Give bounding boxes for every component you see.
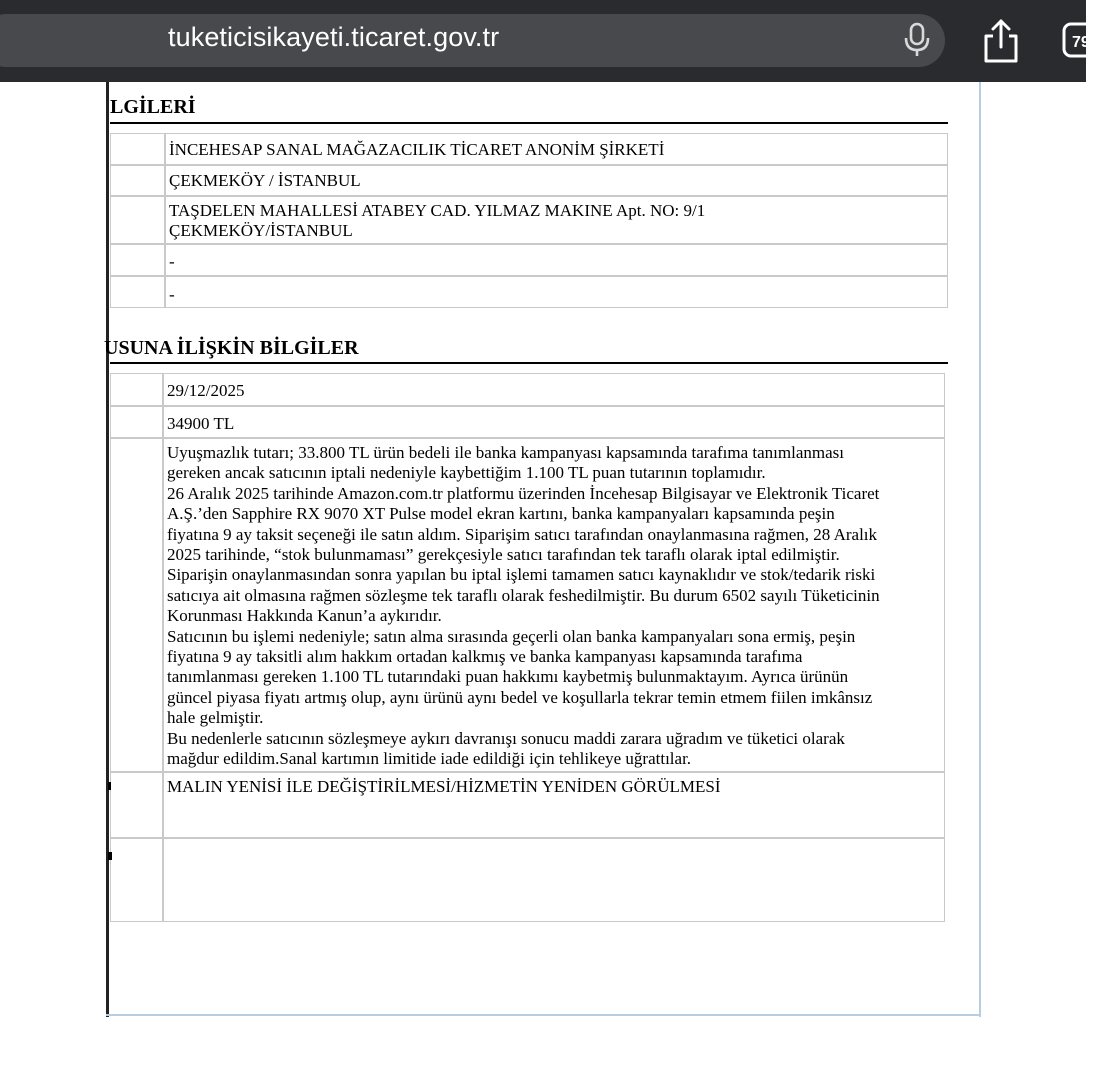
dispute-amount: 34900 TL xyxy=(167,414,235,433)
address-bar-url[interactable]: tuketicisikayeti.ticaret.gov.tr xyxy=(168,22,500,52)
page-left-border xyxy=(106,82,109,1017)
tab-count: 79 xyxy=(1072,34,1090,51)
label-cell xyxy=(110,133,165,165)
value-cell xyxy=(163,838,945,922)
seller-address: TAŞDELEN MAHALLESİ ATABEY CAD. YILMAZ MAKINE Apt. NO: 9/1 ÇEKMEKÖY/İSTANBUL xyxy=(169,201,706,241)
label-cell xyxy=(110,165,165,196)
value-cell xyxy=(163,373,945,406)
tabs-icon[interactable] xyxy=(1062,20,1102,60)
page-bottom-border xyxy=(106,1014,981,1016)
section-divider xyxy=(110,362,948,364)
label-cell xyxy=(110,438,163,772)
microphone-icon[interactable] xyxy=(902,22,932,58)
label-cell xyxy=(110,196,165,244)
clipped-label-fragment xyxy=(108,782,111,790)
consumer-request: MALIN YENİSİ İLE DEĞİŞTİRİLMESİ/HİZMETİN YENİDEN GÖRÜLMESİ xyxy=(167,777,721,796)
section-divider xyxy=(110,122,948,124)
section-title-dispute-info: USUNA İLİŞKİN BİLGİLER xyxy=(104,337,359,359)
share-icon[interactable] xyxy=(980,18,1022,64)
value-cell xyxy=(165,276,948,308)
complaint-description: Uyuşmazlık tutarı; 33.800 TL ürün bedeli ile banka kampanyası kapsamında tarafıma tanımlanması gereken ancak satıcının iptali nedeniyle kaybettiğim 1.100 TL puan tutarının toplamıdır. 26 Aralık 2025 tarihinde Amazon.com.tr platformu üzerinden İncehesap Bilgisayar ve Elektronik Ticaret A.Ş.’den Sapphire RX 9070 XT Pulse model ekran kartını, banka kampanyaları kapsamında peşin fiyatına 9 ay taksit seçeneği ile satın aldım. Siparişim satıcı tarafından onaylanmasına rağmen, 28 Aralık 2025 tarihinde, “stok bulunmaması” gerekçesiyle satıcı tarafından tek taraflı olarak iptal edilmiştir. Siparişin onaylanmasından sonra yapılan bu iptal işlemi tamamen satıcı kaynaklıdır ve stok/tedarik riski satıcıya ait olmasına rağmen sözleşme tek taraflı olarak feshedilmiştir. Bu durum 6502 sayılı Tüketicinin Korunması Hakkında Kanun’a aykırıdır. Satıcının bu işlemi nedeniyle; satın alma sırasında geçerli olan banka kampanyaları sona ermiş, peşin fiyatına 9 ay taksitli alım hakkım ortadan kalkmış ve banka kampanyası kapsamında tarafıma tanımlanması gereken 1.100 TL tutarındaki puan hakkımı kaybetmiş bulunmaktayım. Ayrıca ürünün güncel piyasa fiyatı artmış olup, aynı ürünü aynı bedel ve koşullarla tekrar temin etmem fiilen imkânsız hale gelmiştir. Bu nedenlerle satıcının sözleşmeye aykırı davranışı sonucu maddi zarara uğradım ve tüketici olarak mağdur edildim.Sanal kartımın limitide iade edildiği için tehlikeye uğrattılar. xyxy=(167,443,880,769)
value-cell xyxy=(165,244,948,276)
label-cell xyxy=(110,772,163,838)
label-cell xyxy=(110,276,165,308)
seller-city: ÇEKMEKÖY / İSTANBUL xyxy=(169,171,361,190)
label-cell xyxy=(110,838,163,922)
label-cell xyxy=(110,244,165,276)
clipped-label-fragment xyxy=(108,852,112,860)
label-cell xyxy=(110,373,163,406)
seller-email: - xyxy=(169,285,175,304)
label-cell xyxy=(110,406,163,438)
browser-toolbar xyxy=(0,0,1090,82)
value-cell xyxy=(163,406,945,438)
seller-company-name: İNCEHESAP SANAL MAĞAZACILIK TİCARET ANONİM ŞİRKETİ xyxy=(169,140,665,159)
section-title-seller-info: LGİLERİ xyxy=(110,96,196,118)
seller-phone: - xyxy=(169,252,175,271)
purchase-date: 29/12/2025 xyxy=(167,381,245,400)
page-right-border xyxy=(979,82,981,1017)
